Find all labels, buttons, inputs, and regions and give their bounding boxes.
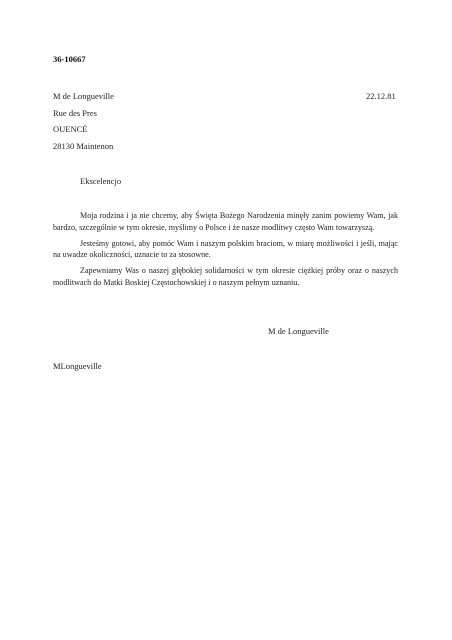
salutation: Ekscelencjo — [80, 176, 122, 186]
letter-date: 22.12.81 — [366, 91, 396, 101]
sender-address-block — [53, 88, 114, 154]
handwritten-signature: MLongueville — [53, 361, 102, 371]
closing-signature-name: M de Longueville — [268, 326, 329, 336]
body-paragraph: Moja rodzina i ja nie chcemy, aby Święta Bożego Narodzenia minęły zanim powiemy Wam, jak bardzo, szczególnie w tym okresie, myślimy o Polsce i że nasze modlitwy często Wam towarzyszą. — [53, 211, 398, 232]
document-reference-number: 36-10667 — [53, 54, 86, 64]
body-paragraph: Jesteśmy gotowi, aby pomóc Wam i naszym polskim braciom, w miarę możliwości i jeśli, mając na uwadze okoliczności, uznacie to za stosowne. — [53, 238, 398, 260]
body-paragraph: Zapewniamy Was o naszej głębokiej solidarności w tym okresie ciężkiej próby oraz o naszych modlitwach do Matki Boskiej Częstochowskiej i o naszym pełnym uznaniu. — [53, 266, 398, 287]
sender-postal-code: 28130 Maintenon — [53, 140, 114, 151]
sender-town: OUENCÉ — [53, 124, 88, 134]
sender-street: Rue des Pres — [53, 107, 97, 118]
sender-name: M de Longueville — [53, 91, 114, 101]
letter-body — [53, 210, 398, 293]
